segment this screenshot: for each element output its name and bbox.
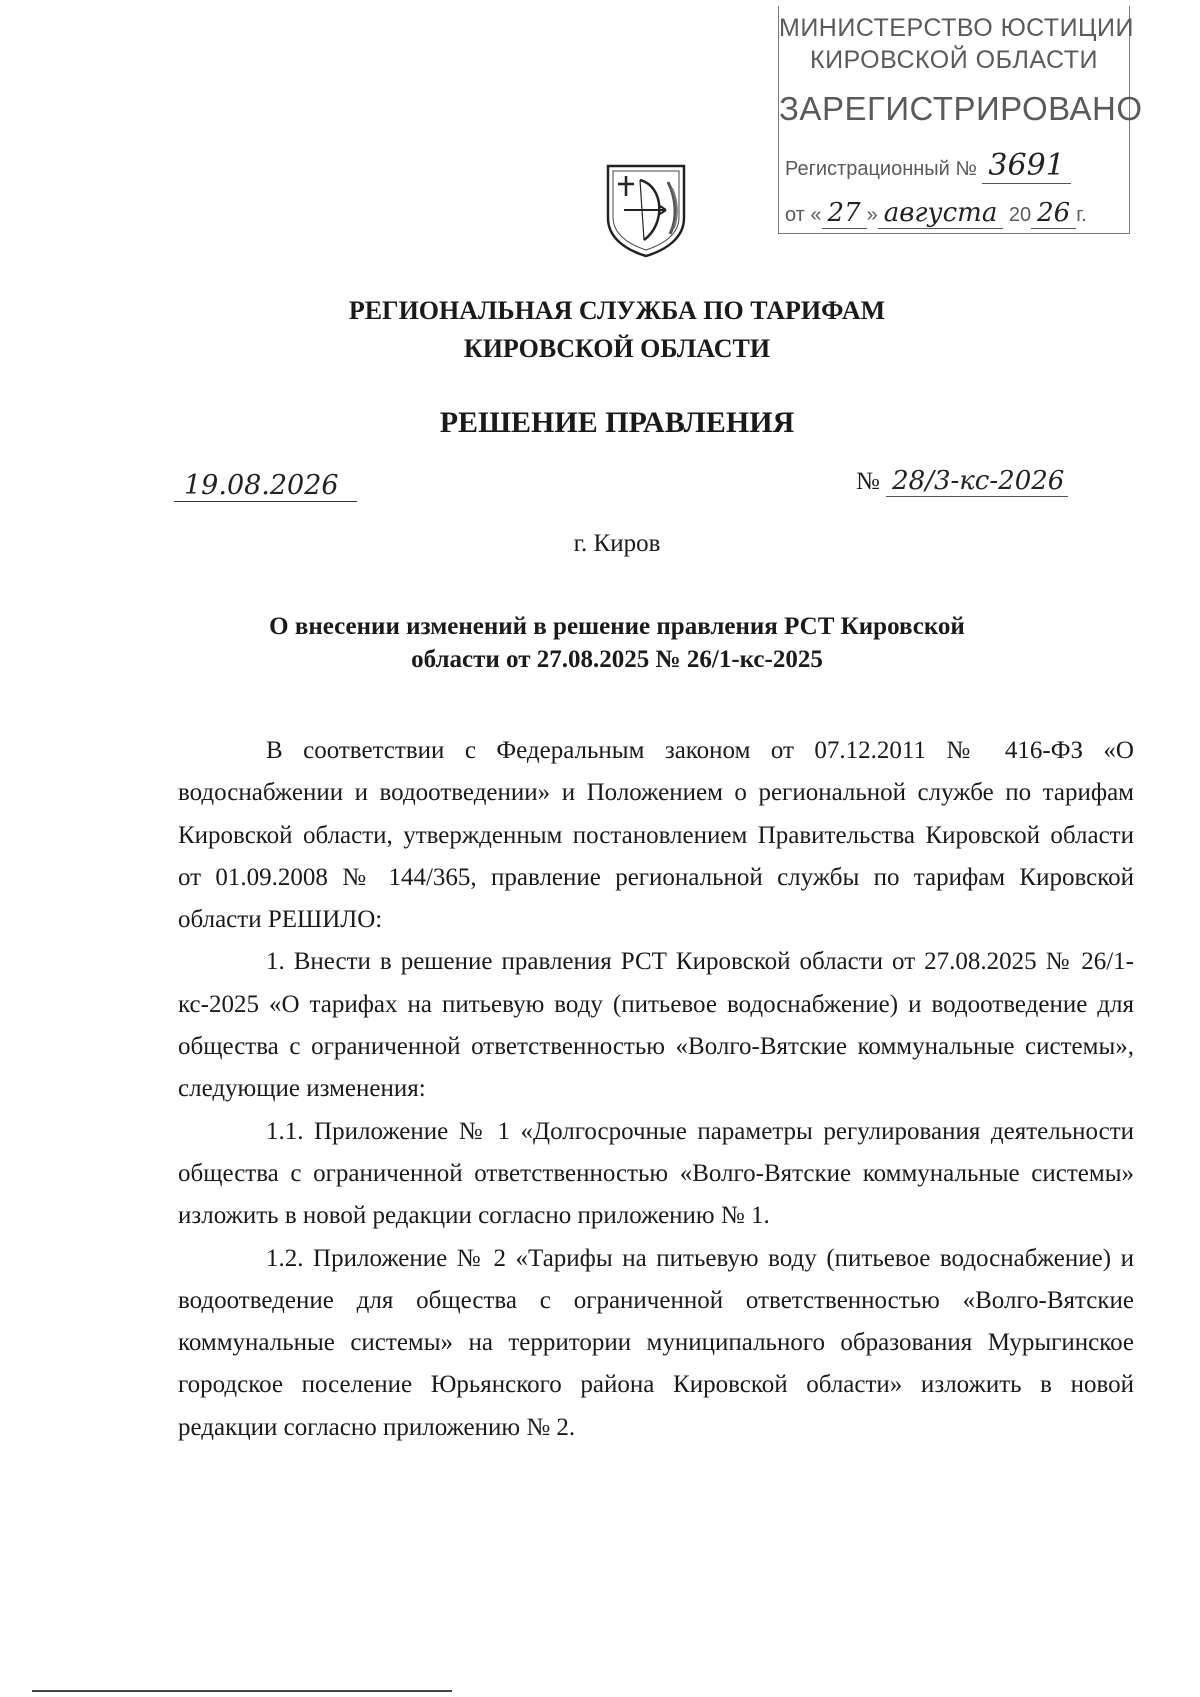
stamp-status: ЗАРЕГИСТРИРОВАНО <box>779 90 1143 127</box>
stamp-date-prefix: от « <box>785 204 822 226</box>
stamp-date-mid: » <box>866 204 878 226</box>
body-paragraph-item-1-1: 1.1. Приложение № 1 «Долгосрочные параметры регулирования деятельности общества с ограниченной ответственностью «Волго-Вятские коммунальные системы» изложить в новой редакции согласно приложению № 1. <box>178 1117 1134 1230</box>
subject-line2: области от 27.08.2025 № 26/1-кс-2025 <box>411 646 823 673</box>
stamp-registration-number: 3691 <box>982 148 1070 184</box>
stamp-date-year-prefix: 20 <box>1008 204 1032 226</box>
stamp-date-day: 27 <box>822 198 867 229</box>
stamp-ministry-line1: МИНИСТЕРСТВО ЮСТИЦИИ <box>779 14 1134 42</box>
subject-line1: О внесении изменений в решение правления РСТ Кировской <box>269 613 965 640</box>
stamp-registration-number-row <box>785 148 1071 183</box>
stamp-date-month: августа <box>878 198 1004 229</box>
body-paragraph-item-1: 1. Внести в решение правления РСТ Кировской области от 27.08.2025 № 26/1-кс-2025 «О тарифах на питьевую воду (питьевое водоснабжение) и водоотведение для общества с ограниченной ответственностью «Волго-Вятские коммунальные системы», следующие изменения: <box>178 948 1134 1103</box>
registration-stamp <box>778 6 1143 234</box>
stamp-date-row <box>785 198 1087 228</box>
stamp-registration-label: Регистрационный № <box>785 158 977 180</box>
decision-number-label: № <box>856 468 880 495</box>
coat-of-arms-icon <box>604 162 688 258</box>
document-body <box>178 730 1134 1449</box>
organization-name-line1: РЕГИОНАЛЬНАЯ СЛУЖБА ПО ТАРИФАМ <box>348 296 886 325</box>
organization-name-line2: КИРОВСКОЙ ОБЛАСТИ <box>463 334 771 363</box>
city: г. Киров <box>573 530 661 557</box>
decision-date: 19.08.2026 <box>174 470 357 502</box>
stamp-ministry-line2: КИРОВСКОЙ ОБЛАСТИ <box>810 46 1098 74</box>
stamp-date-suffix: г. <box>1076 204 1087 226</box>
body-paragraph-preamble: В соответствии с Федеральным законом от 07.12.2011 № 416-ФЗ «О водоснабжении и водоотведении» и Положением о региональной службе по тарифам Кировской области, утвержденным постановлением Правительства Кировской области от 01.09.2008 № 144/365, правление региональной службы по тарифам Кировской области РЕШИЛО: <box>178 737 1134 934</box>
document-type-title: РЕШЕНИЕ ПРАВЛЕНИЯ <box>439 406 795 439</box>
decision-number: 28/3-кс-2026 <box>886 466 1068 497</box>
decision-number-row <box>856 466 1068 496</box>
body-paragraph-item-1-2: 1.2. Приложение № 2 «Тарифы на питьевую воду (питьевое водоснабжение) и водоотведение для общества с ограниченной ответственностью «Волго-Вятские коммунальные системы» на территории муниципального образования Мурыгинское городское поселение Юрьянского района Кировской области» изложить в новой редакции согласно приложению № 2. <box>178 1244 1134 1441</box>
stamp-date-year-suffix: 26 <box>1031 198 1076 229</box>
footer-divider <box>32 1690 452 1692</box>
